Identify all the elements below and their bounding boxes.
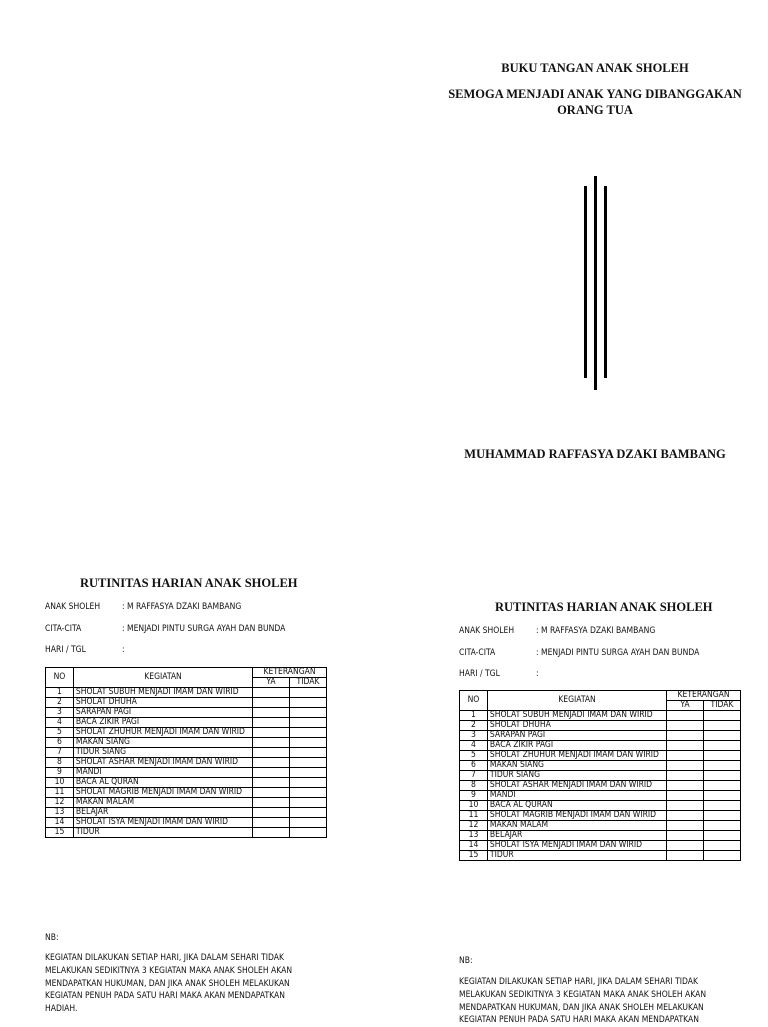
cell-ya <box>667 801 704 811</box>
info-hari-tgl <box>459 669 539 679</box>
routine-table <box>459 690 741 861</box>
sheet-title: RUTINITAS HARIAN ANAK SHOLEH <box>80 576 298 590</box>
cell-tidak <box>290 818 327 828</box>
row-no: 3 <box>460 731 488 741</box>
cell-ya <box>253 728 290 738</box>
decorative-line-center <box>594 176 597 390</box>
cell-ya <box>253 798 290 808</box>
cell-tidak <box>704 811 741 821</box>
routine-table <box>45 667 327 838</box>
cell-tidak <box>704 841 741 851</box>
cell-ya <box>667 821 704 831</box>
info-label: ANAK SHOLEH <box>45 602 101 612</box>
table-row <box>460 741 741 751</box>
row-kegiatan: BACA AL QURAN <box>73 778 252 788</box>
table-row <box>46 808 327 818</box>
cell-ya <box>253 718 290 728</box>
cell-tidak <box>290 798 327 808</box>
info-value: : <box>536 669 539 679</box>
row-kegiatan: MANDI <box>487 791 666 801</box>
header-ya: YA <box>253 678 290 688</box>
cell-ya <box>667 791 704 801</box>
cell-tidak <box>704 791 741 801</box>
info-value: : M RAFFASYA DZAKI BAMBANG <box>536 626 656 636</box>
cell-tidak <box>290 738 327 748</box>
cell-ya <box>253 708 290 718</box>
cell-tidak <box>704 731 741 741</box>
row-no: 14 <box>460 841 488 851</box>
table-row <box>460 811 741 821</box>
table-row <box>460 761 741 771</box>
cell-tidak <box>704 801 741 811</box>
table-row <box>460 711 741 721</box>
row-kegiatan: SHOLAT ZHUHUR MENJADI IMAM DAN WIRID <box>487 751 666 761</box>
cover-name: MUHAMMAD RAFFASYA DZAKI BAMBANG <box>464 447 726 461</box>
info-label: HARI / TGL <box>45 645 86 655</box>
cell-ya <box>253 828 290 838</box>
info-label: CITA-CITA <box>459 648 496 658</box>
cell-tidak <box>704 721 741 731</box>
sheet-title: RUTINITAS HARIAN ANAK SHOLEH <box>495 600 713 614</box>
table-row <box>460 721 741 731</box>
row-no: 2 <box>46 698 74 708</box>
cell-tidak <box>704 711 741 721</box>
cell-ya <box>253 808 290 818</box>
row-kegiatan: SHOLAT DHUHA <box>73 698 252 708</box>
table-row <box>46 778 327 788</box>
row-kegiatan: TIDUR <box>73 828 252 838</box>
row-kegiatan: MAKAN SIANG <box>487 761 666 771</box>
cell-ya <box>253 818 290 828</box>
table-row <box>46 758 327 768</box>
row-no: 4 <box>460 741 488 751</box>
table-row <box>46 798 327 808</box>
cell-ya <box>253 738 290 748</box>
row-kegiatan: SHOLAT SUBUH MENJADI IMAM DAN WIRID <box>487 711 666 721</box>
row-kegiatan: MAKAN SIANG <box>73 738 252 748</box>
table-row <box>460 831 741 841</box>
header-no: NO <box>460 691 488 711</box>
table-row <box>460 731 741 741</box>
cell-tidak <box>704 851 741 861</box>
cell-ya <box>253 778 290 788</box>
info-cita-cita <box>45 624 285 634</box>
note-line: KEGIATAN DILAKUKAN SETIAP HARI, JIKA DALAM SEHARI TIDAK <box>459 977 698 987</box>
row-kegiatan: SARAPAN PAGI <box>487 731 666 741</box>
cell-tidak <box>290 688 327 698</box>
cell-tidak <box>290 788 327 798</box>
row-no: 9 <box>460 791 488 801</box>
cover-title: BUKU TANGAN ANAK SHOLEH <box>501 61 689 75</box>
info-value: : MENJADI PINTU SURGA AYAH DAN BUNDA <box>536 648 700 658</box>
row-no: 11 <box>46 788 74 798</box>
info-anak-sholeh <box>459 626 655 636</box>
cell-ya <box>667 781 704 791</box>
note-line: MENDAPATKAN HUKUMAN, DAN JIKA ANAK SHOLEH MELAKUKAN <box>459 1002 704 1013</box>
table-row <box>46 728 327 738</box>
cell-tidak <box>290 778 327 788</box>
row-kegiatan: SHOLAT ASHAR MENJADI IMAM DAN WIRID <box>73 758 252 768</box>
row-kegiatan: SARAPAN PAGI <box>73 708 252 718</box>
cell-ya <box>253 698 290 708</box>
row-kegiatan: SHOLAT MAGRIB MENJADI IMAM DAN WIRID <box>73 788 252 798</box>
cell-ya <box>253 768 290 778</box>
table-row <box>460 801 741 811</box>
table-row <box>46 788 327 798</box>
row-kegiatan: MAKAN MALAM <box>73 798 252 808</box>
cell-ya <box>253 758 290 768</box>
cell-tidak <box>704 761 741 771</box>
row-kegiatan: BELAJAR <box>487 831 666 841</box>
table-row <box>46 708 327 718</box>
note-line: KEGIATAN PENUH PADA SATU HARI MAKA AKAN MENDAPATKAN <box>45 991 285 1002</box>
row-no: 12 <box>460 821 488 831</box>
cover-subtitle-line-2: ORANG TUA <box>557 103 633 117</box>
cell-tidak <box>290 758 327 768</box>
cell-ya <box>667 841 704 851</box>
row-no: 15 <box>460 851 488 861</box>
row-no: 3 <box>46 708 74 718</box>
cell-tidak <box>290 698 327 708</box>
nb-label: NB: <box>45 933 59 943</box>
row-kegiatan: BACA ZIKIR PAGI <box>73 718 252 728</box>
table-row <box>46 698 327 708</box>
cell-ya <box>667 761 704 771</box>
cell-ya <box>253 688 290 698</box>
header-tidak: TIDAK <box>704 701 741 711</box>
row-no: 8 <box>46 758 74 768</box>
row-no: 5 <box>46 728 74 738</box>
table-row <box>46 688 327 698</box>
header-kegiatan: KEGIATAN <box>487 691 666 711</box>
cell-tidak <box>290 718 327 728</box>
row-no: 4 <box>46 718 74 728</box>
cell-ya <box>667 831 704 841</box>
cell-ya <box>667 851 704 861</box>
cell-tidak <box>290 808 327 818</box>
info-label: HARI / TGL <box>459 669 500 679</box>
cell-ya <box>667 721 704 731</box>
info-anak-sholeh <box>45 602 241 612</box>
note-line: MELAKUKAN SEDIKITNYA 3 KEGIATAN MAKA ANAK SHOLEH AKAN <box>45 965 293 976</box>
cell-ya <box>667 751 704 761</box>
info-value: : MENJADI PINTU SURGA AYAH DAN BUNDA <box>122 624 286 634</box>
header-no: NO <box>46 668 74 688</box>
header-keterangan: KETERANGAN <box>667 691 741 701</box>
cell-ya <box>253 788 290 798</box>
row-no: 11 <box>460 811 488 821</box>
cell-tidak <box>704 781 741 791</box>
note-line: MELAKUKAN SEDIKITNYA 3 KEGIATAN MAKA ANAK SHOLEH AKAN <box>459 989 707 1000</box>
row-no: 10 <box>46 778 74 788</box>
info-cita-cita <box>459 648 699 658</box>
cell-tidak <box>704 831 741 841</box>
row-no: 7 <box>460 771 488 781</box>
row-kegiatan: BELAJAR <box>73 808 252 818</box>
row-no: 13 <box>46 808 74 818</box>
row-no: 6 <box>460 761 488 771</box>
table-row <box>46 748 327 758</box>
header-keterangan: KETERANGAN <box>253 668 327 678</box>
row-kegiatan: TIDUR SIANG <box>487 771 666 781</box>
row-no: 2 <box>460 721 488 731</box>
cell-tidak <box>290 728 327 738</box>
row-no: 15 <box>46 828 74 838</box>
note-line: KEGIATAN DILAKUKAN SETIAP HARI, JIKA DALAM SEHARI TIDAK <box>45 953 284 963</box>
header-ya: YA <box>667 701 704 711</box>
note-line: HADIAH. <box>45 1004 78 1015</box>
info-value: : M RAFFASYA DZAKI BAMBANG <box>122 602 242 612</box>
table-row <box>460 771 741 781</box>
cell-tidak <box>290 828 327 838</box>
info-value: : <box>122 645 125 655</box>
cell-tidak <box>290 748 327 758</box>
row-kegiatan: BACA AL QURAN <box>487 801 666 811</box>
row-no: 1 <box>46 688 74 698</box>
row-no: 7 <box>46 748 74 758</box>
table-row <box>460 781 741 791</box>
note-line: KEGIATAN PENUH PADA SATU HARI MAKA AKAN MENDAPATKAN <box>459 1015 699 1026</box>
table-row <box>460 791 741 801</box>
cell-tidak <box>290 768 327 778</box>
row-no: 10 <box>460 801 488 811</box>
cell-tidak <box>704 751 741 761</box>
row-kegiatan: SHOLAT MAGRIB MENJADI IMAM DAN WIRID <box>487 811 666 821</box>
row-no: 8 <box>460 781 488 791</box>
note-text <box>45 952 345 1016</box>
row-no: 1 <box>460 711 488 721</box>
table-row <box>460 841 741 851</box>
cell-tidak <box>704 771 741 781</box>
row-kegiatan: BACA ZIKIR PAGI <box>487 741 666 751</box>
row-no: 13 <box>460 831 488 841</box>
table-row <box>46 768 327 778</box>
cover-subtitle-line-1: SEMOGA MENJADI ANAK YANG DIBANGGAKAN <box>448 87 742 101</box>
row-kegiatan: SHOLAT ASHAR MENJADI IMAM DAN WIRID <box>487 781 666 791</box>
cell-tidak <box>704 821 741 831</box>
info-hari-tgl <box>45 645 125 655</box>
row-no: 14 <box>46 818 74 828</box>
table-row <box>46 738 327 748</box>
header-tidak: TIDAK <box>290 678 327 688</box>
row-no: 6 <box>46 738 74 748</box>
row-kegiatan: MANDI <box>73 768 252 778</box>
table-row <box>460 821 741 831</box>
row-kegiatan: SHOLAT ISYA MENJADI IMAM DAN WIRID <box>487 841 666 851</box>
cell-ya <box>667 771 704 781</box>
row-no: 5 <box>460 751 488 761</box>
table-row <box>460 851 741 861</box>
table-row <box>46 828 327 838</box>
note-text <box>459 976 759 1027</box>
row-kegiatan: SHOLAT ISYA MENJADI IMAM DAN WIRID <box>73 818 252 828</box>
nb-label: NB: <box>459 956 473 966</box>
info-label: CITA-CITA <box>45 624 82 634</box>
row-kegiatan: SHOLAT ZHUHUR MENJADI IMAM DAN WIRID <box>73 728 252 738</box>
cell-tidak <box>704 741 741 751</box>
cell-ya <box>667 741 704 751</box>
table-row <box>46 718 327 728</box>
cell-ya <box>667 731 704 741</box>
cell-ya <box>667 811 704 821</box>
table-row <box>460 751 741 761</box>
header-kegiatan: KEGIATAN <box>73 668 252 688</box>
table-row <box>46 818 327 828</box>
row-kegiatan: TIDUR SIANG <box>73 748 252 758</box>
cell-ya <box>667 711 704 721</box>
decorative-line-right <box>604 186 607 378</box>
row-no: 9 <box>46 768 74 778</box>
note-line: MENDAPATKAN HUKUMAN, DAN JIKA ANAK SHOLEH MELAKUKAN <box>45 978 290 989</box>
row-kegiatan: MAKAN MALAM <box>487 821 666 831</box>
row-kegiatan: TIDUR <box>487 851 666 861</box>
row-kegiatan: SHOLAT SUBUH MENJADI IMAM DAN WIRID <box>73 688 252 698</box>
row-kegiatan: SHOLAT DHUHA <box>487 721 666 731</box>
decorative-line-left <box>584 186 587 378</box>
cell-tidak <box>290 708 327 718</box>
cell-ya <box>253 748 290 758</box>
info-label: ANAK SHOLEH <box>459 626 515 636</box>
row-no: 12 <box>46 798 74 808</box>
